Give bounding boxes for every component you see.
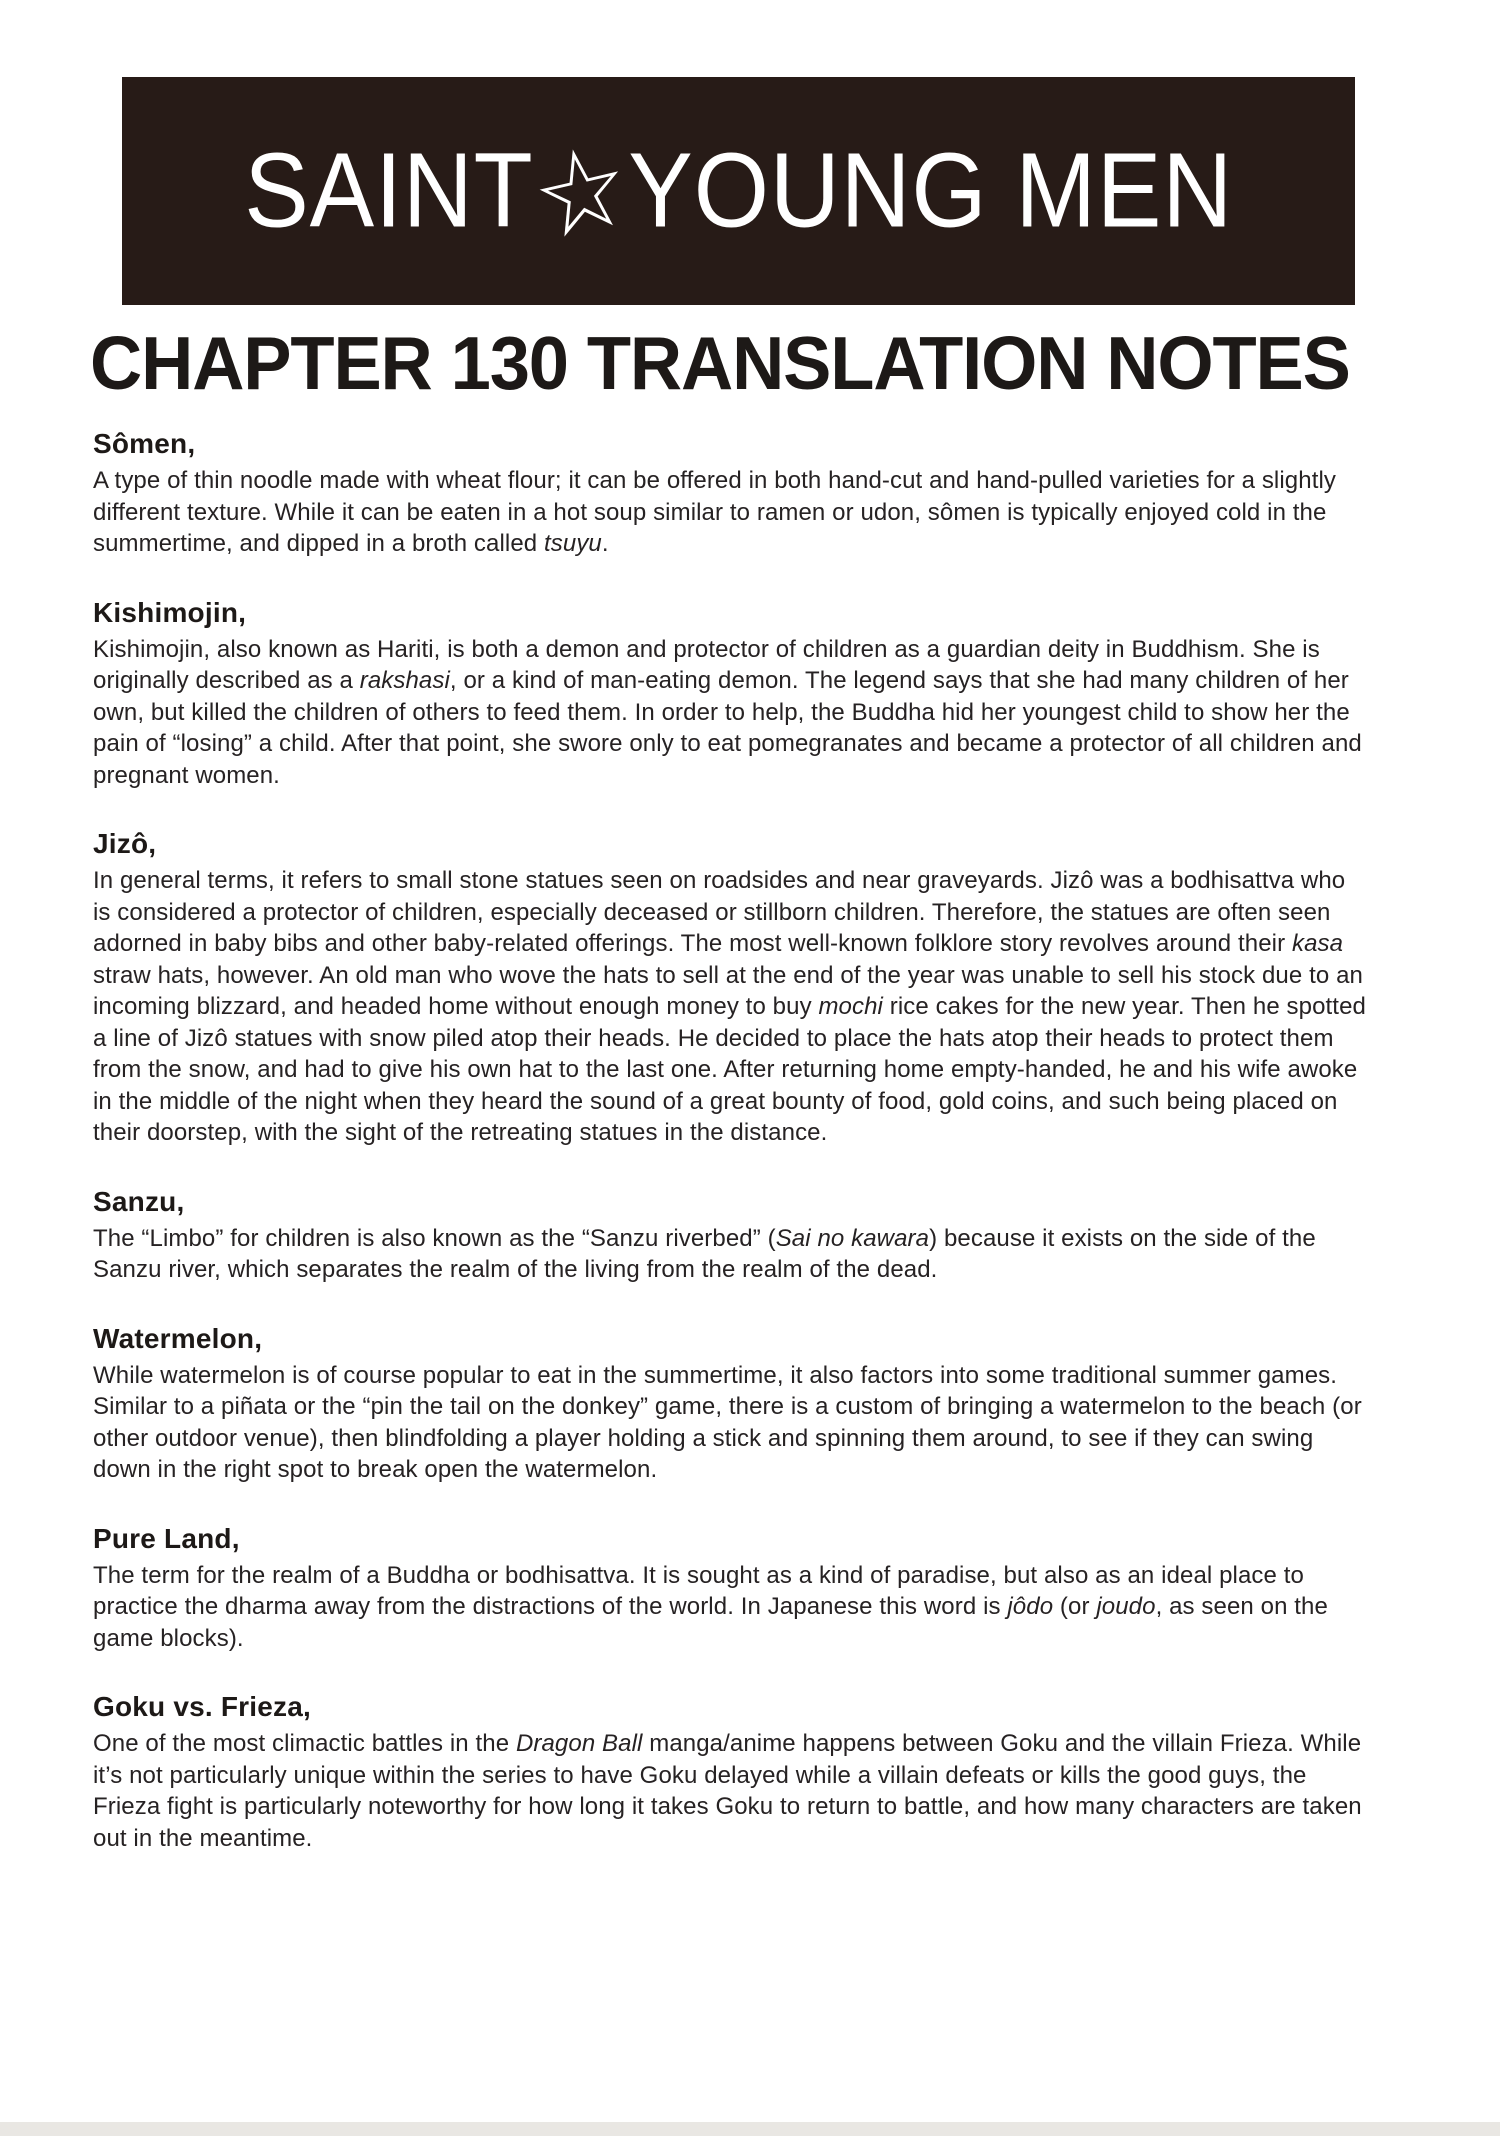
definition-text: , or a kind of man-eating demon. The legend says that she had many children of her own, but killed the children of others to feed them. In order to help, the Buddha hid her youngest child to show her the pain of “losing” a child. After that point, she swore only to eat pomegranates and became a protector of all children and pregnant women. <box>93 667 1362 789</box>
italic-term: tsuyu <box>544 530 602 557</box>
note-section <box>93 1186 1368 1286</box>
note-term: Goku vs. Frieza, <box>93 1691 311 1722</box>
series-logo-banner <box>122 77 1355 305</box>
note-section <box>93 597 1368 792</box>
note-term: Jizô, <box>93 828 157 859</box>
note-section <box>93 1323 1368 1486</box>
definition-text: One of the most climactic battles in the <box>93 1730 516 1757</box>
definition-text: rice cakes for the new year. Then he spotted a line of Jizô statues with snow piled atop their heads. He decided to place the hats atop their heads to protect them from the snow, and had to give his own hat to the last one. After returning home empty-handed, he and his wife awoke in the middle of the night when they heard the sound of a great bounty of food, gold coins, and such being placed on their doorstep, with the sight of the retreating statues in the distance. <box>93 993 1366 1146</box>
note-term: Watermelon, <box>93 1322 263 1354</box>
logo-text-right: YOUNG MEN <box>628 131 1233 251</box>
page-title: CHAPTER 130 TRANSLATION NOTES <box>90 321 1350 406</box>
definition-text: Kishimojin, also known as Hariti, is both a demon and protector of children as a guardian deity in Buddhism. She is originally described as a <box>93 635 1320 694</box>
note-definition <box>93 634 1368 792</box>
note-definition <box>93 1728 1368 1854</box>
note-definition <box>93 1360 1368 1486</box>
note-term: Kishimojin, <box>93 596 247 628</box>
italic-term: kasa <box>1291 930 1344 957</box>
definition-text: A type of thin noodle made with wheat flour; it can be offered in both hand-cut and hand-pulled varieties for a slightly different texture. While it can be eaten in a hot soup similar to ramen or udon, sômen is typically enjoyed cold in the summertime, and dipped in a broth called <box>93 467 1336 557</box>
star-icon: ☆ <box>522 116 641 269</box>
definition-text: The term for the realm of a Buddha or bodhisattva. It is sought as a kind of paradise, but also as an ideal place to practice the dharma away from the distractions of the world. In Japanese this word is <box>93 1561 1304 1620</box>
italic-term: Dragon Ball <box>515 1730 643 1757</box>
series-logo <box>244 116 1233 269</box>
logo-text-left: SAINT <box>244 131 534 251</box>
definition-text: (or <box>1053 1593 1097 1620</box>
definition-text: manga/anime happens between Goku and the villain Frieza. While it’s not particularly unique within the series to have Goku delayed while a villain defeats or kills the good guys, the Frieza fight is particularly noteworthy for how long it takes Goku to return to battle, and how many characters are taken out in the meantime. <box>93 1730 1362 1852</box>
notes-list <box>93 428 1368 1891</box>
note-section <box>93 428 1368 560</box>
italic-term: Sai no kawara <box>775 1224 930 1252</box>
note-term: Sanzu, <box>93 1185 185 1217</box>
definition-text: While watermelon is of course popular to eat in the summertime, it also factors into some traditional summer games. Similar to a piñata or the “pin the tail on the donkey” game, there is a custom of bringing a watermelon to the beach (or other outdoor venue), then blindfolding a player holding a stick and spinning them around, to see if they can swing down in the right spot to break open the watermelon. <box>93 1361 1362 1483</box>
italic-term: joudo <box>1096 1593 1156 1620</box>
note-definition <box>93 1560 1368 1655</box>
definition-text: straw hats, however. An old man who wove the hats to sell at the end of the year was unable to sell his stock due to an incoming blizzard, and headed home without enough money to buy <box>93 961 1363 1020</box>
note-section <box>93 1523 1368 1655</box>
definition-text: In general terms, it refers to small stone statues seen on roadsides and near graveyards. Jizô was a bodhisattva who is considered a protector of children, especially deceased or stillborn children. Therefore, the statues are often seen adorned in baby bibs and other baby-related offerings. The most well-known folklore story revolves around their <box>93 867 1346 957</box>
note-term: Pure Land, <box>93 1522 240 1554</box>
note-definition <box>93 465 1368 560</box>
italic-term: mochi <box>818 993 883 1020</box>
definition-text: , as seen on the game blocks). <box>93 1593 1328 1652</box>
definition-text: . <box>601 530 609 557</box>
page-bottom-edge <box>0 2122 1500 2136</box>
note-section <box>93 1691 1368 1854</box>
note-section <box>93 828 1368 1149</box>
note-definition <box>93 1223 1368 1286</box>
italic-term: jôdo <box>1007 1593 1054 1620</box>
definition-text: The “Limbo” for children is also known as the “Sanzu riverbed” ( <box>93 1224 776 1252</box>
definition-text: ) because it exists on the side of the Sanzu river, which separates the realm of the living from the realm of the dead. <box>93 1224 1316 1283</box>
italic-term: rakshasi <box>359 667 450 694</box>
note-term: Sômen, <box>93 428 196 459</box>
note-definition <box>93 865 1368 1149</box>
